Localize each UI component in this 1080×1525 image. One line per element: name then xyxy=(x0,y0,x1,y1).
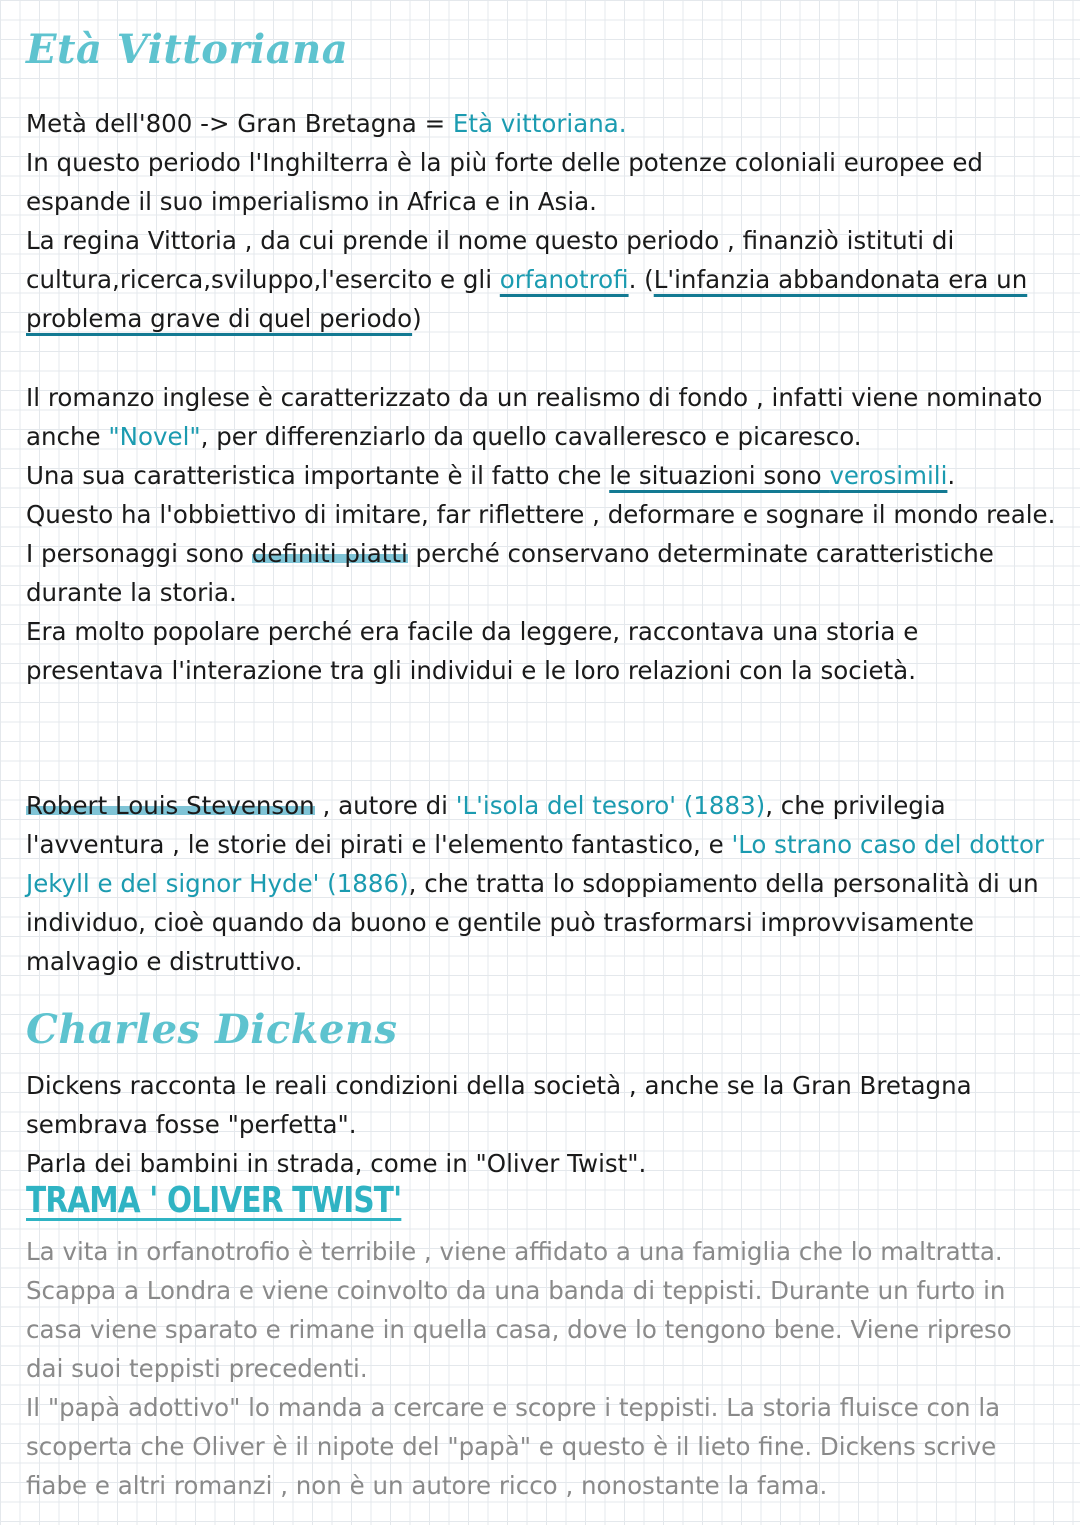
book-jekyll-hyde: 'Lo strano caso del dottor Jekyll e del signor Hyde' (1886) xyxy=(26,830,1045,898)
paragraph-trama xyxy=(26,1232,1056,1505)
highlight-eta-vittoriana: Età vittoriana. xyxy=(452,109,627,138)
punct: . ( xyxy=(628,265,654,294)
romanzo-diff: , per differenziarlo da quello cavalleresco e picaresco. xyxy=(200,422,862,451)
stevenson-c: , che tratta lo sdoppiamento della personalità di un individuo, cioè quando da buono e gentile può trasformarsi improvvisamente malvagio e distruttivo. xyxy=(26,869,1039,976)
paragraph-intro xyxy=(26,104,1056,338)
book-isola-tesoro: 'L'isola del tesoro' (1883) xyxy=(455,791,766,820)
dickens-b: Parla dei bambini in strada, come in "Oliver Twist". xyxy=(26,1149,647,1178)
paragraph-stevenson xyxy=(26,786,1056,981)
romanzo-personaggi-end: perché conservano determinate caratteristiche durante la storia. xyxy=(26,539,994,607)
underline-verosimili: verosimili xyxy=(829,461,948,490)
romanzo-caratteristica: Una sua caratteristica importante è il fatto che xyxy=(26,461,610,490)
stevenson-b: , che privilegia l'avventura , le storie dei pirati e l'elemento fantastico, e xyxy=(26,791,946,859)
paragraph-romanzo xyxy=(26,378,1056,690)
highlight-definiti-piatti: definiti piatti xyxy=(251,539,408,568)
romanzo-popolare: Era molto popolare perché era facile da leggere, raccontava una storia e presentava l'interazione tra gli individui e le loro relazioni con la società. xyxy=(26,617,919,685)
romanzo-obbiettivo: Questo ha l'obbiettivo di imitare, far riflettere , deformare e sognare il mondo reale. xyxy=(26,500,1056,529)
trama-a: La vita in orfanotrofio è terribile , viene affidato a una famiglia che lo maltratta. Scappa a Londra e viene coinvolto da una banda di teppisti. Durante un furto in casa viene sparato e rimane in quella casa, dove lo tengono bene. Viene ripreso dai suoi teppisti precedenti. xyxy=(26,1237,1012,1383)
paragraph-dickens xyxy=(26,1066,1056,1183)
title-trama-oliver-twist: TRAMA ' OLIVER TWIST' xyxy=(26,1180,402,1221)
title-eta-vittoriana: Età Vittoriana xyxy=(26,26,349,73)
underline-situazioni: le situazioni sono xyxy=(609,461,830,490)
romanzo-realismo: Il romanzo inglese è caratterizzato da un realismo di fondo , infatti viene nominato anche xyxy=(26,383,1043,451)
dickens-a: Dickens racconta le reali condizioni della società , anche se la Gran Bretagna sembrava fosse "perfetta". xyxy=(26,1071,972,1139)
romanzo-personaggi: I personaggi sono xyxy=(26,539,252,568)
highlight-novel: "Novel" xyxy=(108,422,201,451)
underline-infanzia: L'infanzia abbandonata era un problema grave di quel periodo xyxy=(26,265,1028,333)
intro-queen: La regina Vittoria , da cui prende il nome questo periodo , finanziò istituti di cultura,ricerca,sviluppo,l'esercito e gli xyxy=(26,226,955,294)
punct: . xyxy=(947,461,956,490)
intro-line: Metà dell'800 -> Gran Bretagna = xyxy=(26,109,453,138)
title-charles-dickens: Charles Dickens xyxy=(26,1006,398,1053)
highlight-orfanotrofi: orfanotrofi xyxy=(499,265,629,294)
highlight-stevenson: Robert Louis Stevenson xyxy=(26,791,315,820)
stevenson-a: , autore di xyxy=(314,791,456,820)
punct-close: ) xyxy=(412,304,422,333)
intro-imperialism: In questo periodo l'Inghilterra è la più forte delle potenze coloniali europee ed espande il suo imperialismo in Africa e in Asia. xyxy=(26,148,983,216)
trama-b: Il "papà adottivo" lo manda a cercare e scopre i teppisti. La storia fluisce con la scoperta che Oliver è il nipote del "papà" e questo è il lieto fine. Dickens scrive fiabe e altri romanzi , non è un autore ricco , nonostante la fama. xyxy=(26,1393,1001,1500)
